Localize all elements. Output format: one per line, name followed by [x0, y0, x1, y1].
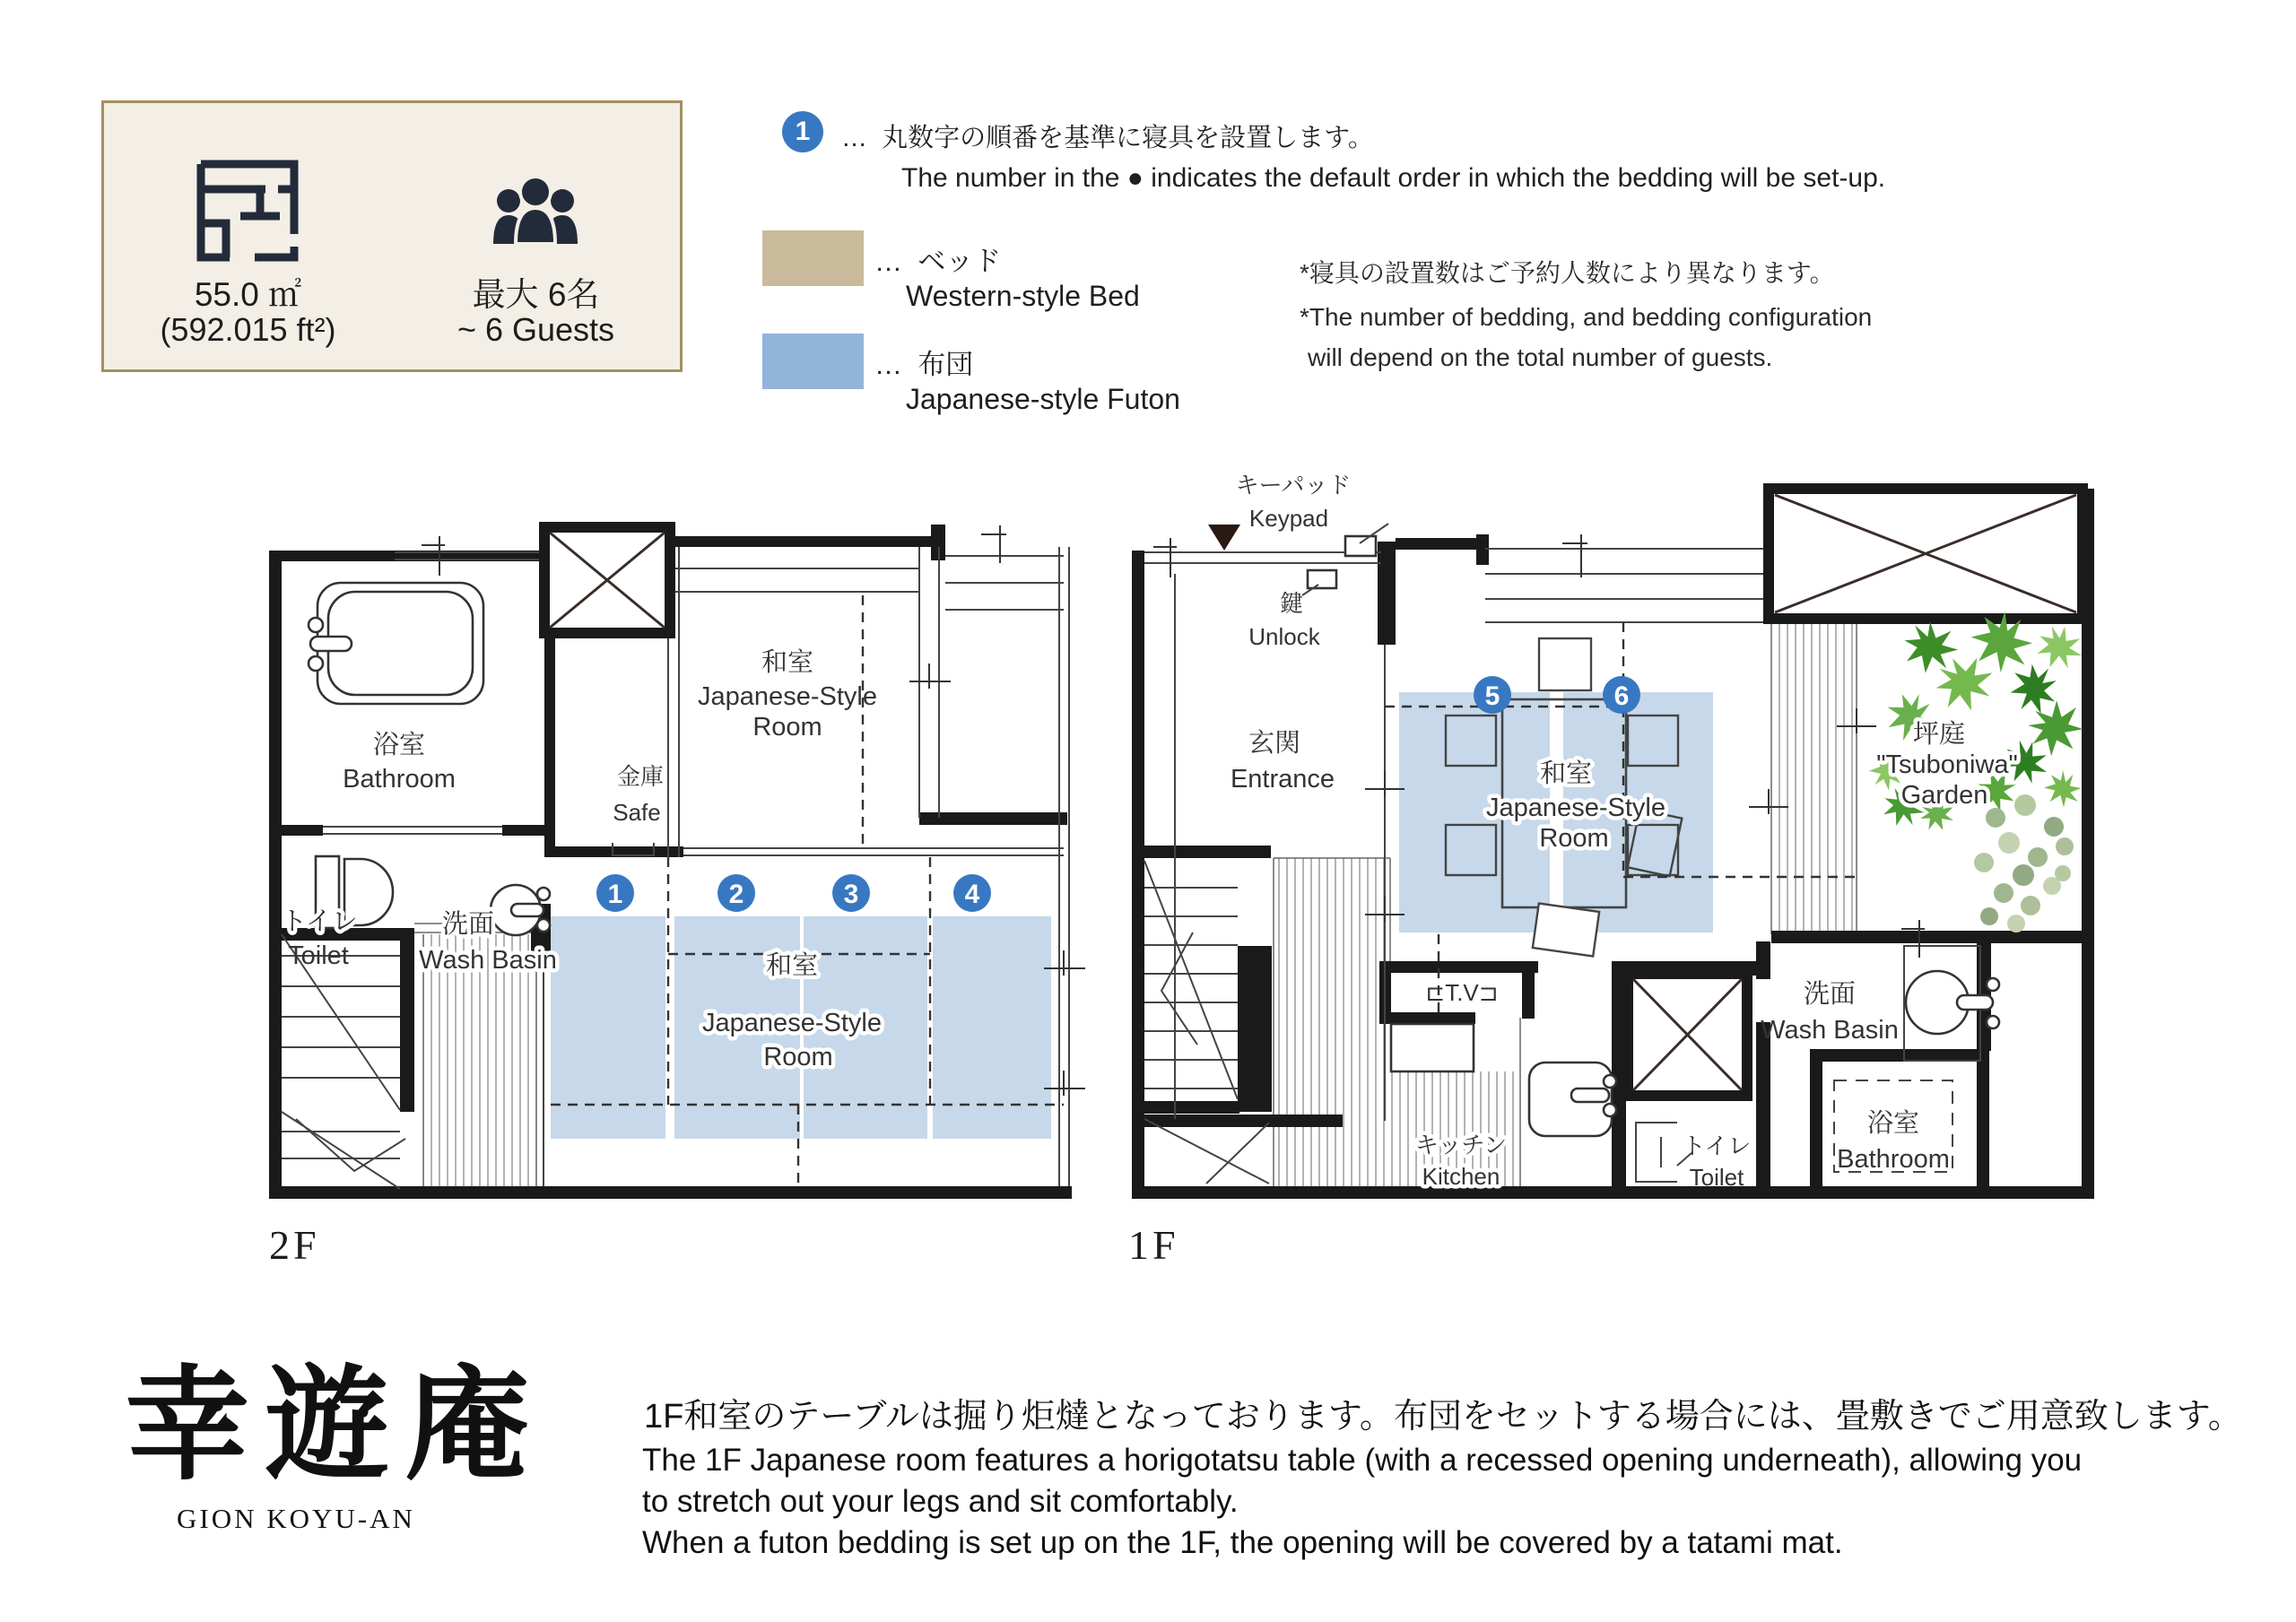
logo-subtext: GION KOYU-AN	[177, 1503, 415, 1534]
capacity-jp: 最大 6名	[472, 276, 600, 313]
floorplan-icon	[189, 157, 306, 265]
entry-marker-icon	[1208, 525, 1240, 551]
f2-washbasin-en: Wash Basin	[419, 946, 557, 975]
f2-shaft-box	[544, 527, 670, 633]
f2-safe-en: Safe	[613, 799, 661, 826]
f2-toilet-en: Toilet	[288, 941, 349, 970]
f2-floor-label: 2F	[269, 1222, 320, 1268]
legend-bed-jp	[874, 239, 1001, 279]
futon-swatch	[762, 334, 864, 389]
f1-shaft-box	[1628, 974, 1747, 1096]
footer-note-jp: 1F和室のテーブルは掘り炬燵となっております。布団をセットする場合には、畳敷きでご用意致します。	[644, 1398, 2242, 1436]
f2-room-lower-en1: Japanese-Style	[702, 1009, 882, 1037]
f1-keypad-unlock	[1208, 524, 1388, 595]
legend-note-jp: *寝具の設置数はご予約人数により異なります。	[1300, 259, 1835, 287]
floorplan-2f	[242, 475, 1103, 1273]
bed-swatch	[762, 230, 864, 286]
f1-washbasin-en: Wash Basin	[1761, 1016, 1899, 1045]
f1-garden-en2: Garden	[1900, 781, 1988, 810]
legend-ellipsis-1: …	[841, 124, 867, 152]
area-column	[104, 103, 392, 369]
legend-futon-jp	[874, 342, 973, 382]
svg-text:6: 6	[1613, 681, 1630, 711]
f1-keypad-en: Keypad	[1248, 505, 1329, 532]
capacity-en: ~ 6 Guests	[457, 311, 615, 348]
f2-safe-jp: 金庫	[616, 763, 665, 790]
f2-room-upper-jp: 和室	[761, 648, 814, 677]
f1-entrance-jp: 玄関	[1248, 729, 1301, 758]
unlock-icon	[1308, 570, 1336, 588]
f1-toilet-jp: トイレ	[1682, 1132, 1752, 1159]
legend-bed-en: Western-style Bed	[906, 280, 1140, 312]
svg-text:3: 3	[843, 880, 859, 909]
f1-room-en2: Room	[1539, 824, 1609, 853]
f2-room-upper-en2: Room	[752, 713, 822, 742]
f1-washbasin-jp: 洗面	[1803, 980, 1857, 1009]
f2-room-lower-en2: Room	[763, 1043, 833, 1071]
f2-stairs	[282, 934, 405, 1189]
footer-note-en2: to stretch out your legs and sit comfortably.	[642, 1484, 1239, 1519]
svg-text:4: 4	[964, 880, 980, 909]
f1-unlock-jp: 鍵	[1279, 590, 1304, 617]
f1-floor-label: 1F	[1128, 1222, 1179, 1268]
f2-futon-numbers	[596, 874, 991, 912]
f2-bathtub-icon	[309, 583, 483, 704]
legend-futon-en: Japanese-style Futon	[906, 383, 1180, 415]
legend-number-badge: 1	[782, 111, 823, 152]
keypad-icon	[1345, 536, 1376, 556]
legend-rule-jp	[841, 117, 1374, 154]
svg-text:5: 5	[1484, 681, 1500, 711]
chair	[1533, 904, 1599, 957]
f1-kitchen-en: Kitchen	[1422, 1163, 1500, 1190]
footer-note-en3: When a futon bedding is set up on the 1F, the opening will be covered by a tatami mat.	[642, 1525, 1843, 1560]
f1-entrance-en: Entrance	[1230, 765, 1335, 794]
legend-bed-jp-text: ベッド	[918, 246, 1002, 277]
f1-toilet-en: Toilet	[1689, 1164, 1744, 1191]
f1-keypad-jp: キーパッド	[1235, 472, 1352, 499]
area-value: 55.0 ㎡	[194, 276, 302, 313]
f1-unlock-en: Unlock	[1248, 623, 1320, 650]
f2-washbasin-icon	[491, 885, 550, 935]
floorplan-1f	[1117, 448, 2121, 1282]
f2-bathroom-jp: 浴室	[372, 731, 426, 759]
svg-text:2: 2	[728, 880, 744, 909]
capacity-column	[392, 103, 680, 369]
logo-calligraphy: 幸遊庵	[126, 1357, 546, 1495]
legend-ellipsis-2: …	[874, 246, 902, 277]
area-alt: (592.015 ft²)	[160, 311, 336, 348]
legend-futon-jp-text: 布団	[918, 349, 974, 380]
legend-note-en2: will depend on the total number of guests.	[1308, 343, 1773, 371]
legend-rule-jp-text: 丸数字の順番を基準に寝具を設置します。	[882, 124, 1374, 152]
f2-room-lower-jp: 和室	[765, 951, 819, 980]
f1-bathroom-jp: 浴室	[1866, 1109, 1920, 1138]
f2-bathroom-en: Bathroom	[343, 765, 456, 794]
footer-note-en1: The 1F Japanese room features a horigotatsu table (with a recessed opening underneath), allowing you	[642, 1443, 2083, 1478]
f1-kitchen-jp: キッチン	[1414, 1132, 1508, 1158]
info-box	[101, 100, 683, 372]
f1-garden-jp: 坪庭	[1912, 720, 1966, 749]
f2-toilet-jp: トイレ	[281, 907, 358, 936]
legend-ellipsis-3: …	[874, 349, 902, 380]
f1-room-en1: Japanese-Style	[1486, 794, 1665, 822]
f2-washbasin-jp: 洗面	[441, 910, 495, 939]
legend-rule-en: The number in the ● indicates the default order in which the bedding will be set-up.	[901, 163, 1886, 193]
f1-bathroom-en: Bathroom	[1837, 1145, 1950, 1174]
f2-room-upper-en1: Japanese-Style	[698, 682, 877, 711]
legend-note-en1: *The number of bedding, and bedding configuration	[1300, 303, 1873, 331]
f1-room-jp: 和室	[1539, 759, 1593, 788]
guests-icon	[477, 159, 594, 262]
stool	[1539, 638, 1591, 690]
f1-tv-label: ⊏T.V⊐	[1425, 979, 1499, 1006]
f1-garden-en1: "Tsuboniwa"	[1876, 750, 2018, 779]
f1-void-box	[1769, 489, 2083, 619]
svg-text:1: 1	[607, 880, 623, 909]
